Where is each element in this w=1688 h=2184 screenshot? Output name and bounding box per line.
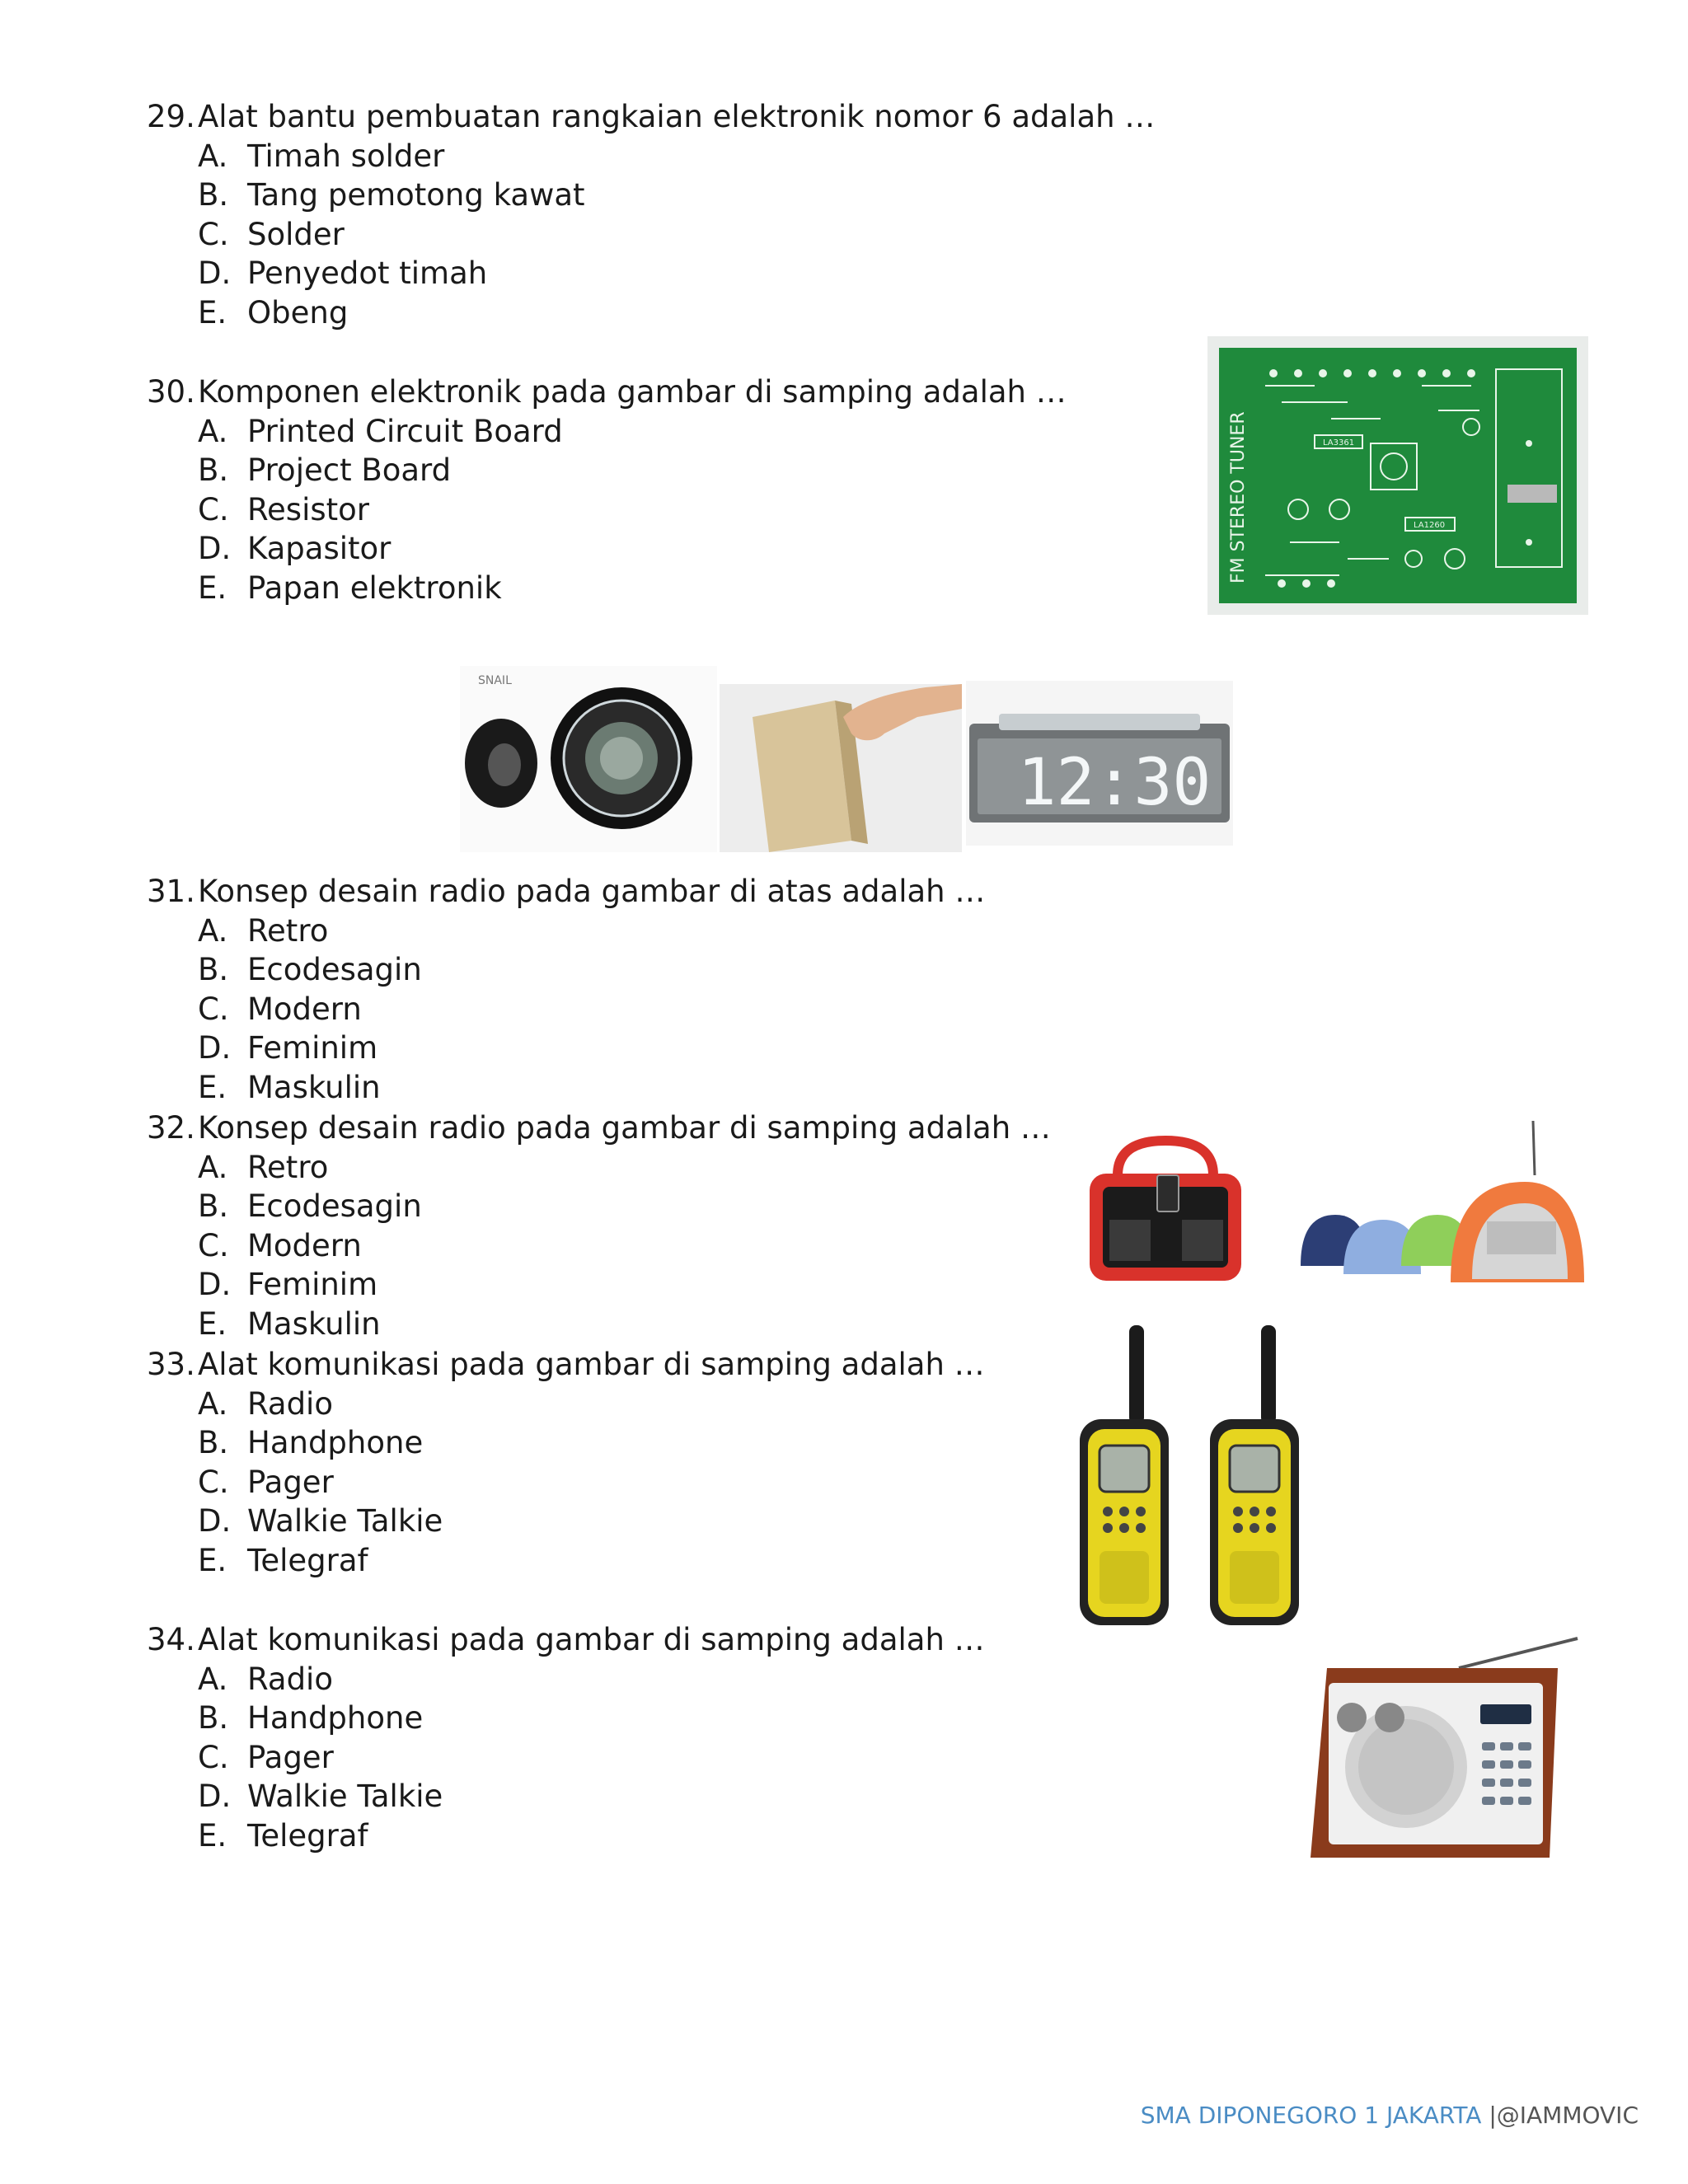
option-e: E. Obeng xyxy=(198,294,349,330)
vintage-wooden-radio-image xyxy=(1294,1635,1582,1871)
sphere-speakers-image xyxy=(460,666,717,852)
option-b: B. Project Board xyxy=(198,452,452,488)
question-33 xyxy=(147,1345,985,1580)
option-c: C. Pager xyxy=(198,1739,334,1775)
pcb-ic2-label: LA1260 xyxy=(1414,521,1446,530)
option-a: A. Radio xyxy=(198,1385,333,1422)
speaker-brand-label: SNAIL xyxy=(478,674,512,687)
walkie-talkie-image xyxy=(1071,1322,1315,1635)
pcb-image xyxy=(1207,336,1588,615)
colorful-dome-radios-image xyxy=(1286,1118,1584,1294)
question-32 xyxy=(147,1108,1051,1343)
option-d: D. Kapasitor xyxy=(198,531,392,566)
question-34 xyxy=(147,1620,985,1855)
option-b: B. Handphone xyxy=(198,1425,424,1460)
option-c: C. Modern xyxy=(198,1227,362,1263)
options-list xyxy=(147,1385,985,1581)
walkie-right xyxy=(1210,1325,1299,1625)
option-d: D. Walkie Talkie xyxy=(198,1779,443,1814)
option-e: E. Telegraf xyxy=(198,1542,368,1578)
question-31 xyxy=(147,872,985,1107)
question-number: 32. xyxy=(147,1110,195,1146)
footer-school: SMA DIPONEGORO 1 JAKARTA xyxy=(1140,2102,1482,2129)
walkie-left xyxy=(1080,1325,1169,1625)
digital-clock-radio-image xyxy=(966,681,1233,846)
option-d: D. Feminim xyxy=(198,1030,378,1066)
option-c: C. Solder xyxy=(198,216,345,252)
options-list xyxy=(147,137,1155,333)
option-e: E. Telegraf xyxy=(198,1817,368,1854)
option-e: E. Papan elektronik xyxy=(198,569,502,606)
option-e: E. Maskulin xyxy=(198,1069,381,1105)
question-text: Alat komunikasi pada gambar di samping adalah … xyxy=(198,1622,985,1657)
question-number: 30. xyxy=(147,374,195,410)
question-number: 31. xyxy=(147,874,195,909)
option-c: C. Resistor xyxy=(198,491,369,527)
question-text: Konsep desain radio pada gambar di samping adalah … xyxy=(198,1110,1051,1146)
option-d: D. Walkie Talkie xyxy=(198,1503,443,1539)
footer-handle: @IAMMOVIC xyxy=(1496,2102,1639,2129)
option-a: A. Retro xyxy=(198,912,329,949)
option-a: A. Retro xyxy=(198,1149,329,1185)
option-c: C. Pager xyxy=(198,1464,334,1500)
option-d: D. Penyedot timah xyxy=(198,255,488,291)
options-list xyxy=(147,1148,1051,1344)
option-b: B. Handphone xyxy=(198,1700,424,1736)
question-text: Konsep desain radio pada gambar di atas adalah … xyxy=(198,874,986,909)
option-c: C. Modern xyxy=(198,991,362,1027)
question-number: 29. xyxy=(147,99,195,134)
option-b: B. Ecodesagin xyxy=(198,952,422,987)
options-list xyxy=(147,1660,985,1856)
question-text: Alat komunikasi pada gambar di samping adalah … xyxy=(198,1347,985,1382)
option-a: A. Timah solder xyxy=(198,138,445,174)
question-number: 33. xyxy=(147,1347,195,1382)
option-a: A. Printed Circuit Board xyxy=(198,413,563,449)
wooden-block-radio-image xyxy=(720,684,962,852)
red-retro-radio-image xyxy=(1085,1134,1246,1294)
footer-separator: | xyxy=(1489,2102,1497,2129)
question-30 xyxy=(147,373,1067,607)
options-list xyxy=(147,912,985,1108)
pcb-label: FM STEREO TUNER xyxy=(1228,411,1249,583)
pcb-illustration xyxy=(1207,336,1588,615)
option-e: E. Maskulin xyxy=(198,1305,381,1342)
options-list xyxy=(147,412,1067,608)
question-29 xyxy=(147,97,1155,332)
option-a: A. Radio xyxy=(198,1661,333,1697)
option-b: B. Tang pemotong kawat xyxy=(198,177,585,213)
option-b: B. Ecodesagin xyxy=(198,1188,422,1224)
question-text: Alat bantu pembuatan rangkaian elektronik nomor 6 adalah … xyxy=(198,99,1156,134)
option-d: D. Feminim xyxy=(198,1267,378,1302)
pcb-ic1-label: LA3361 xyxy=(1323,438,1355,448)
question-number: 34. xyxy=(147,1622,195,1657)
clock-time: 12:30 xyxy=(1017,746,1212,820)
page-footer xyxy=(1141,2102,1639,2129)
question-text: Komponen elektronik pada gambar di samping adalah … xyxy=(198,374,1067,410)
